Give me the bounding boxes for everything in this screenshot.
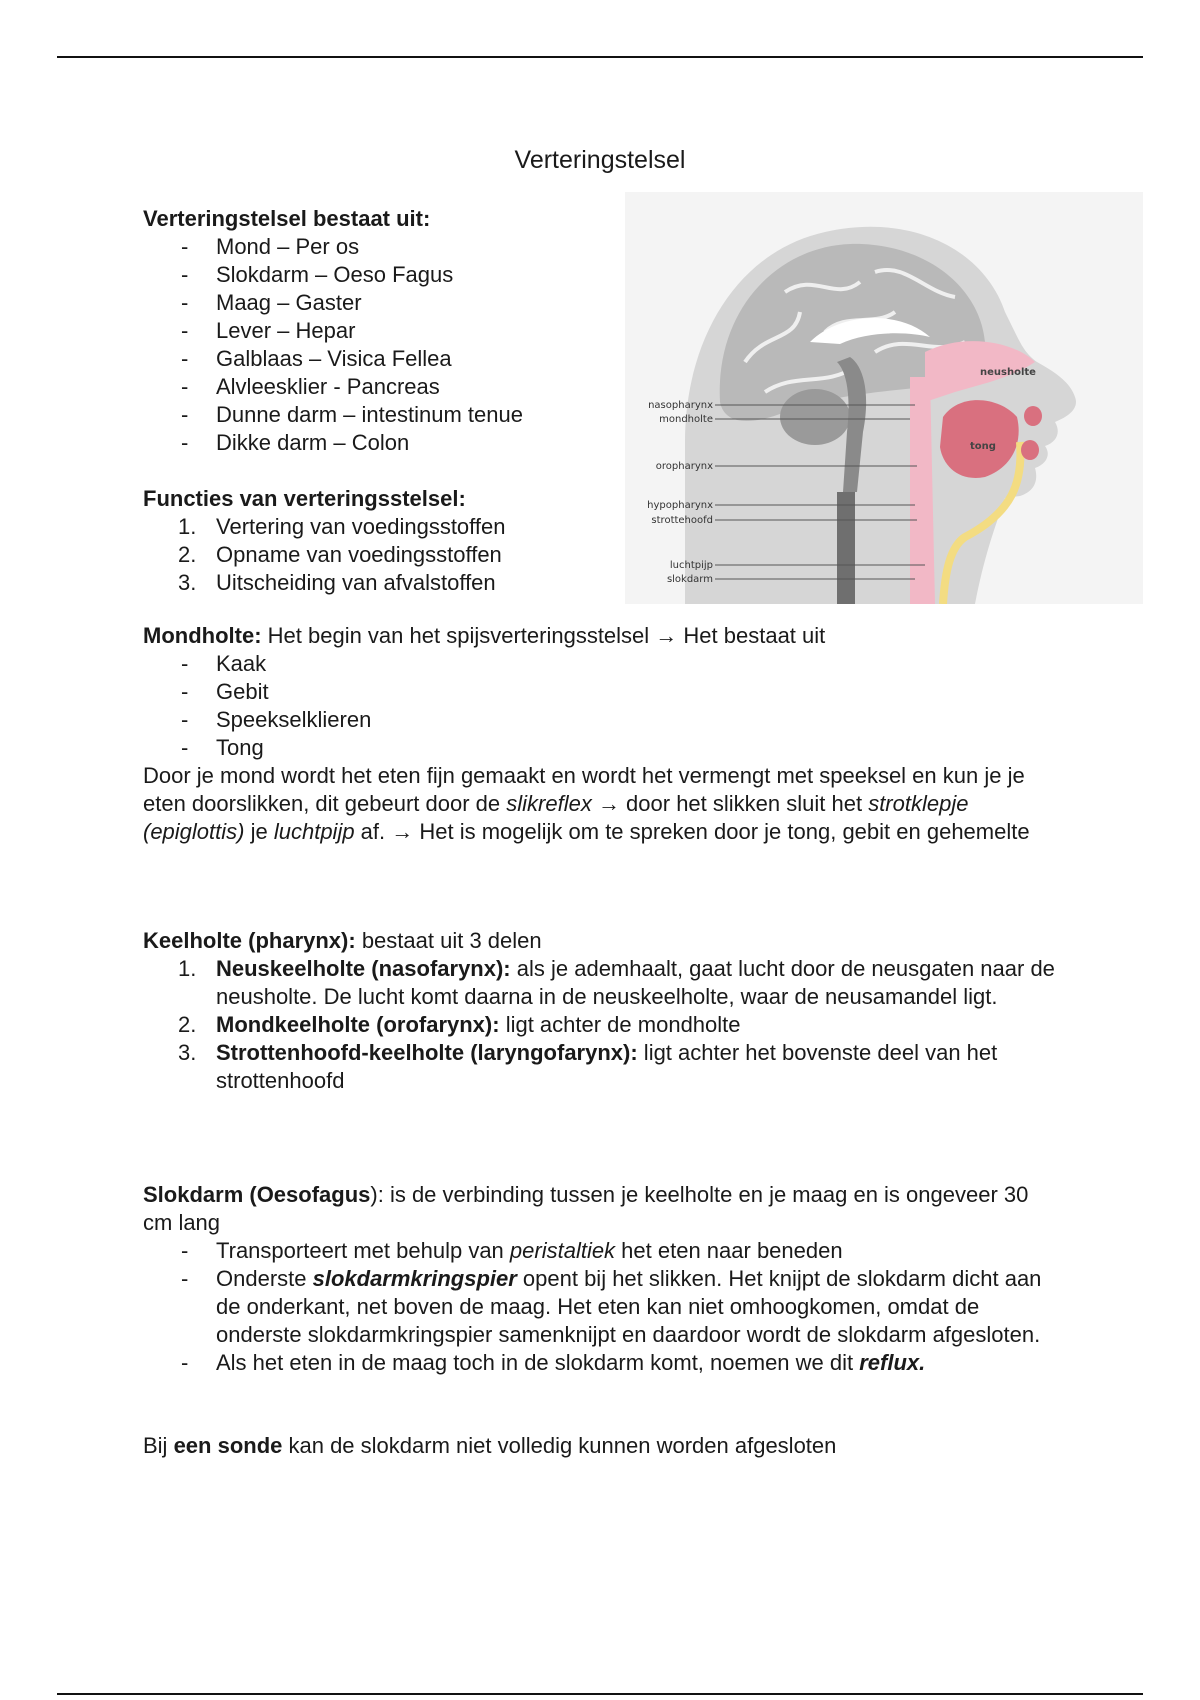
label-slokdarm: slokdarm — [666, 574, 713, 585]
list-item: - Galblaas – Visica Fellea — [181, 346, 452, 371]
list-item: 2. Mondkeelholte (orofarynx): ligt achter de mondholte — [178, 1012, 741, 1037]
list-item: - Transporteert met behulp van peristaltiek het eten naar beneden — [181, 1238, 843, 1263]
section-onderdelen-heading: Verteringstelsel bestaat uit: — [143, 206, 431, 231]
mondholte-intro: Mondholte: Het begin van het spijsverteringsstelsel → Het bestaat uit — [143, 623, 826, 648]
slokdarm-intro: Slokdarm (Oesofagus): is de verbinding tussen je keelholte en je maag en is ongeveer 30 cm lang — [143, 1182, 1029, 1235]
list-item: 1. Neuskeelholte (nasofarynx): als je ademhaalt, gaat lucht door de neusgaten naar de neusholte. De lucht komt daarna in de neuskeelholte, waar de neusamandel ligt. — [178, 956, 1055, 1009]
section-keelholte — [143, 927, 1063, 1095]
label-oropharynx: oropharynx — [655, 461, 713, 472]
list-item: - Speekselklieren — [181, 707, 372, 732]
mondholte-list — [143, 650, 1063, 762]
bottom-rule — [57, 1693, 1143, 1695]
list-item: - Onderste slokdarmkringspier opent bij het slikken. Het knijpt de slokdarm dicht aan de onderkant, net boven de maag. Het eten kan niet omhoogkomen, omdat de onderste slokdarmkringspier samenknijpt en daardoor wordt de slokdarm afgesloten. — [181, 1266, 1042, 1347]
keelholte-heading: Keelholte (pharynx): — [143, 928, 356, 953]
functies-list — [143, 513, 505, 597]
list-item: - Lever – Hepar — [181, 318, 356, 343]
label-nasopharynx: nasopharynx — [648, 400, 713, 411]
onderdelen-list — [143, 233, 523, 457]
section-mondholte — [143, 622, 1063, 846]
mondholte-paragraph: Door je mond wordt het eten fijn gemaakt en wordt het vermengt met speeksel en kun je je eten doorslikken, dit gebeurt door de slikreflex → door het slikken sluit het strotklepje (epiglottis) je luchtpijp af. → Het is mogelijk om te spreken door je tong, gebit en gehemelte — [143, 763, 1030, 844]
list-item: - Kaak — [181, 651, 267, 676]
top-rule — [57, 56, 1143, 58]
list-item: - Maag – Gaster — [181, 290, 362, 315]
label-tong: tong — [970, 441, 996, 452]
list-item: - Tong — [181, 735, 264, 760]
list-item: 1. Vertering van voedingsstoffen — [178, 514, 506, 539]
list-item: - Gebit — [181, 679, 269, 704]
keelholte-intro: Keelholte (pharynx): bestaat uit 3 delen — [143, 928, 542, 953]
section-functies-heading: Functies van verteringsstelsel: — [143, 486, 466, 511]
section-slokdarm — [143, 1181, 1063, 1377]
keelholte-list — [143, 955, 1063, 1095]
list-item: - Als het eten in de maag toch in de slokdarm komt, noemen we dit reflux. — [181, 1350, 926, 1375]
list-item: - Dikke darm – Colon — [181, 430, 410, 455]
page-title: Verteringstelsel — [514, 146, 686, 174]
label-mondholte: mondholte — [659, 414, 713, 425]
label-hypopharynx: hypopharynx — [647, 500, 713, 511]
list-item: - Alvleesklier - Pancreas — [181, 374, 440, 399]
label-luchtpijp: luchtpijp — [669, 560, 713, 571]
section-functies — [143, 485, 505, 597]
list-item: - Mond – Per os — [181, 234, 360, 259]
sonde-paragraph: Bij een sonde kan de slokdarm niet volledig kunnen worden afgesloten — [143, 1433, 837, 1458]
list-item: - Slokdarm – Oeso Fagus — [181, 262, 454, 287]
slokdarm-heading: Slokdarm (Oesofagus — [143, 1182, 371, 1207]
list-item: - Dunne darm – intestinum tenue — [181, 402, 523, 427]
mondholte-heading: Mondholte: — [143, 623, 262, 648]
slokdarm-list — [143, 1237, 1063, 1377]
head-anatomy-illustration — [625, 192, 1143, 604]
label-strottehoofd: strottehoofd — [651, 515, 713, 526]
section-onderdelen — [143, 205, 523, 457]
list-item: 3. Uitscheiding van afvalstoffen — [178, 570, 496, 595]
label-neusholte: neusholte — [980, 367, 1036, 378]
list-item: 3. Strottenhoofd-keelholte (laryngofarynx): ligt achter het bovenste deel van het strottenhoofd — [178, 1040, 998, 1093]
head-anatomy-figure — [625, 192, 1143, 604]
list-item: 2. Opname van voedingsstoffen — [178, 542, 502, 567]
